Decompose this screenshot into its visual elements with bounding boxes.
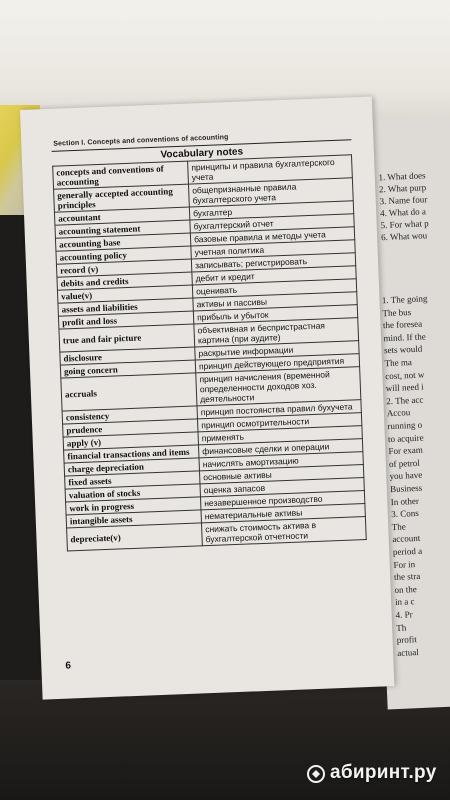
right-page-line: The bus	[382, 306, 412, 318]
page-number: 6	[65, 660, 72, 672]
term-english: disclosure	[60, 347, 195, 365]
term-english: concepts and conventions of accounting	[53, 161, 189, 189]
right-page-line: in a c	[394, 596, 415, 608]
term-english: depreciate(v)	[67, 523, 203, 551]
term-english: apply (v)	[63, 432, 198, 450]
term-english: value(v)	[57, 285, 192, 303]
term-russian: основные активы	[199, 465, 363, 484]
term-english: fixed assets	[65, 471, 200, 489]
term-russian: снижать стоимость актива в бухгалтерской отчетности	[201, 517, 366, 546]
right-page-line: period a	[392, 545, 423, 558]
term-english: work in progress	[66, 497, 201, 515]
term-russian: принцип начисления (временной определенности доходов хоз. деятельности	[196, 367, 361, 406]
right-page-line: The	[391, 521, 406, 532]
term-english: going concern	[60, 360, 195, 378]
right-page-line: account	[392, 533, 421, 545]
right-page-line: Th	[395, 622, 407, 633]
term-russian: активы и пассивы	[193, 292, 357, 311]
vocabulary-table-wrap	[52, 139, 367, 551]
right-page-line: For exam	[388, 444, 423, 457]
right-page-line: on the	[394, 583, 417, 595]
right-page-line: 3. Cons	[391, 508, 419, 520]
labirint-logo-icon	[306, 764, 326, 784]
term-russian: принцип действующего предприятия	[195, 354, 359, 373]
term-russian: принцип постоянства правил бухучета	[197, 400, 361, 419]
term-russian: начислять амортизацию	[199, 452, 363, 471]
right-page-line: sets would	[383, 343, 423, 356]
left-page	[20, 96, 394, 699]
right-page-line: cost, not w	[384, 369, 425, 381]
term-russian: общепризнанные правила бухгалтерского учета	[188, 178, 353, 207]
term-english: true and fair picture	[59, 324, 195, 352]
right-page-line: Business	[389, 482, 423, 495]
term-english: record (v)	[56, 259, 191, 277]
right-page-line: of petrol	[388, 457, 420, 469]
right-page-line: 2. The acc	[386, 394, 424, 407]
right-page-line: 4. Pr	[395, 609, 413, 620]
term-russian: прибыль и убыток	[193, 305, 357, 324]
term-english: profit and loss	[58, 311, 193, 329]
term-russian: бухгалтерский отчет	[190, 214, 354, 233]
term-english: generally accepted accounting principles	[54, 184, 190, 212]
question-item: 3. Name four	[379, 194, 428, 207]
term-english: debits and credits	[57, 272, 192, 290]
term-russian: записывать; регистрировать	[191, 253, 355, 272]
table-title: Vocabulary notes	[52, 139, 352, 166]
term-english: financial transactions and items	[64, 445, 199, 463]
right-page-line: running o	[387, 419, 423, 432]
term-english: assets and liabilities	[58, 298, 193, 316]
question-item: 4. What do a	[379, 206, 427, 219]
right-page-line: In other	[390, 495, 420, 507]
term-english: accounting statement	[55, 220, 190, 238]
term-english: accounting policy	[56, 246, 191, 264]
question-list	[378, 169, 429, 243]
right-page-line: you have	[389, 470, 423, 482]
right-page-line: For in	[393, 558, 416, 570]
term-russian: принцип осмотрительности	[197, 413, 361, 432]
term-english: accountant	[54, 207, 189, 225]
right-page-line: actual	[397, 646, 419, 658]
term-russian: бухгалтер	[189, 201, 353, 220]
term-russian: нематериальные активы	[201, 504, 365, 523]
term-russian: финансовые сделки и операции	[198, 439, 362, 458]
term-russian: дебит и кредит	[192, 266, 356, 285]
right-page-line: Accou	[386, 407, 411, 419]
term-russian: учетная политика	[191, 240, 355, 259]
right-page-line: will need i	[385, 381, 424, 394]
question-item: 1. What does	[378, 170, 426, 183]
term-english: intangible assets	[66, 510, 201, 528]
right-page-line: 1. The going	[381, 293, 428, 306]
vocabulary-table	[52, 154, 367, 551]
term-english: consistency	[62, 406, 197, 424]
right-page-line: the foresea	[382, 318, 423, 331]
term-russian: объективная и беспристрастная картина (при аудите)	[194, 318, 359, 347]
right-page-line: the stra	[393, 571, 421, 583]
term-english: accounting base	[55, 233, 190, 251]
right-page-line: The ma	[384, 357, 413, 369]
term-english: valuation of stocks	[65, 484, 200, 502]
term-russian: принципы и правила бухгалтерского учета	[188, 155, 353, 184]
section-header: Section I. Concepts and conventions of accounting	[53, 134, 229, 148]
term-english: accruals	[61, 373, 197, 411]
question-item: 6. What wou	[380, 230, 428, 243]
term-russian: оценивать	[192, 279, 356, 298]
question-item: 5. For what p	[380, 218, 429, 231]
question-item: 2. What purp	[378, 182, 427, 195]
term-russian: незавершенное производство	[200, 491, 364, 510]
right-page-line: mind. If the	[383, 331, 426, 344]
term-russian: оценка запасов	[200, 478, 364, 497]
watermark-text: абиринт.ру	[330, 762, 437, 783]
term-russian: применять	[198, 426, 362, 445]
term-russian: раскрытие информации	[195, 341, 359, 360]
term-english: charge depreciation	[64, 458, 199, 476]
term-english: prudence	[63, 419, 198, 437]
right-page-line: profit	[396, 634, 417, 646]
term-russian: базовые правила и методы учета	[190, 227, 354, 246]
right-page-line: to acquire	[387, 432, 424, 444]
